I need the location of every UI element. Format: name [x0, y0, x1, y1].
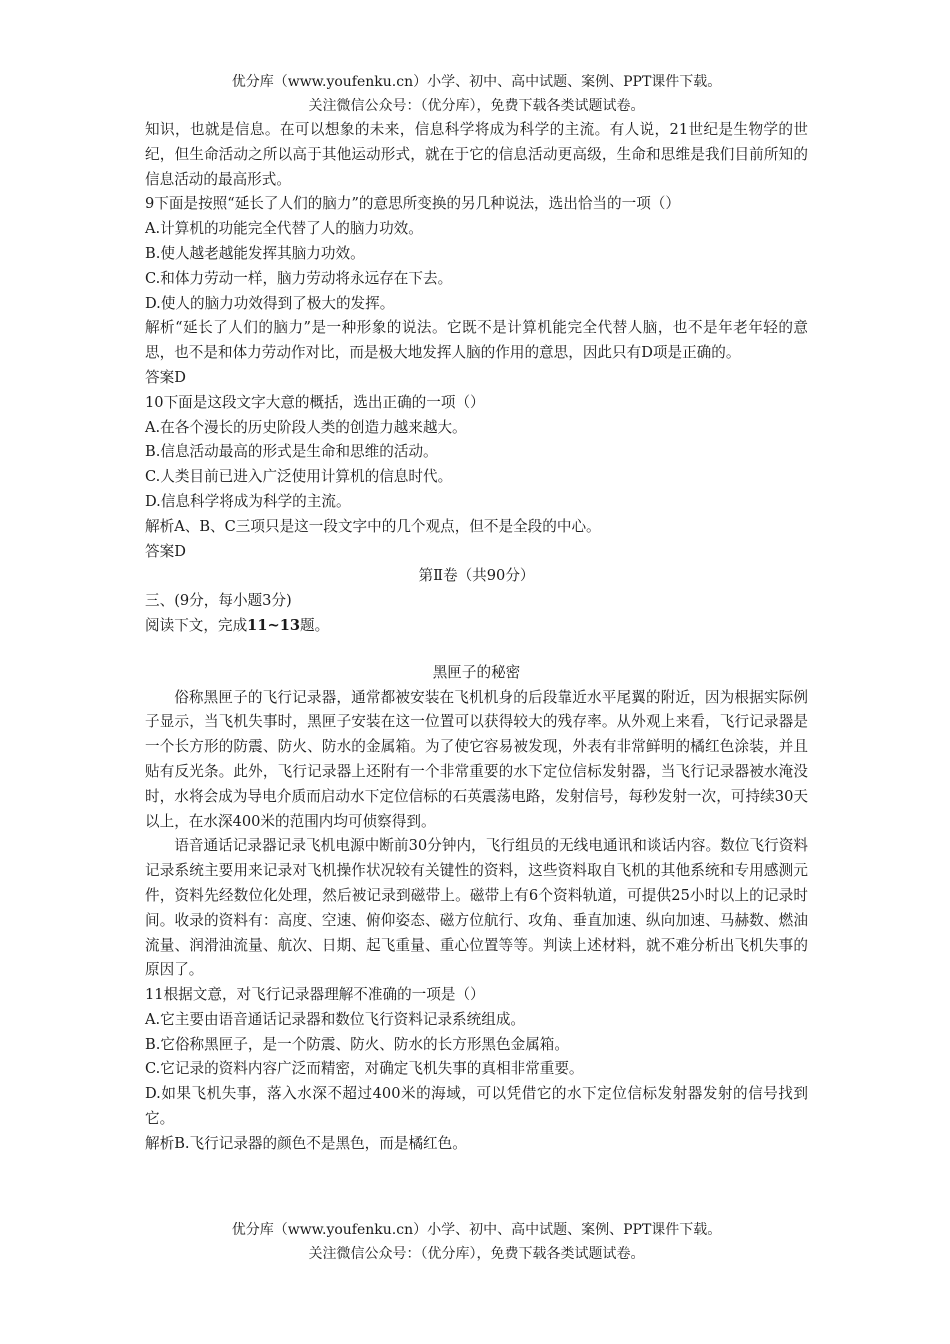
question-9-analysis: 解析“延长了人们的脑力”是一种形象的说法。它既不是计算机能完全代替人脑，也不是年老年轻的意思，也不是和体力劳动作对比，而是极大地发挥人脑的作用的意思，因此只有D项是正确的。: [145, 319, 808, 362]
question-11-option-d: D.如果飞机失事，落入水深不超过400米的海域，可以凭借它的水下定位信标发射器发射的信号找到它。: [145, 1085, 808, 1128]
question-9-option-c: C.和体力劳动一样，脑力劳动将永远存在下去。: [145, 269, 453, 287]
question-10-option-c: C.人类目前已进入广泛使用计算机的信息时代。: [145, 468, 453, 486]
reading-instruction: [145, 614, 808, 639]
question-9-option-b: B.使人越老越能发挥其脑力功效。: [145, 244, 365, 262]
instruction-question-range: 11~13: [247, 616, 301, 634]
header-line-1: 优分库（www.youfenku.cn）小学、初中、高中试题、案例、PPT课件下载。: [231, 74, 722, 90]
intro-paragraph: 知识，也就是信息。在可以想象的未来，信息科学将成为科学的主流。有人说，21世纪是生物学的世纪，但生命活动之所以高于其他运动形式，就在于它的信息活动更高级，生命和思维是我们目前所知的信息活动的最高形式。: [145, 121, 808, 188]
question-9-option-a: A.计算机的功能完全代替了人的脑力功效。: [145, 220, 423, 238]
spacer: [145, 639, 808, 661]
instruction-prefix: 阅读下文，完成: [145, 616, 248, 634]
question-11-analysis: 解析B.飞行记录器的颜色不是黑色，而是橘红色。: [145, 1134, 467, 1152]
question-11-option-a: A.它主要由语音通话记录器和数位飞行资料记录系统组成。: [145, 1010, 526, 1028]
footer-line-2: 关注微信公众号：（优分库），免费下载各类试题试卷。: [308, 1246, 645, 1262]
question-11-option-b: B.它俗称黑匣子，是一个防震、防火、防水的长方形黑色金属箱。: [145, 1035, 569, 1053]
part-3-heading: 三、(9分，每小题3分): [145, 592, 292, 610]
question-11-option-c: C.它记录的资料内容广泛而精密，对确定飞机失事的真相非常重要。: [145, 1060, 584, 1078]
question-9-option-d: D.使人的脑力功效得到了极大的发挥。: [145, 294, 395, 312]
question-10-answer: 答案D: [145, 542, 186, 560]
question-9-stem: 9下面是按照“延长了人们的脑力”的意思所变换的另几种说法，选出恰当的一项（）: [145, 195, 680, 213]
instruction-suffix: 题。: [300, 616, 330, 634]
header-line-2: 关注微信公众号：（优分库），免费下载各类试题试卷。: [308, 98, 645, 114]
question-10-option-b: B.信息活动最高的形式是生命和思维的活动。: [145, 443, 438, 461]
question-9-answer: 答案D: [145, 368, 186, 386]
passage-paragraph-2: 语音通话记录器记录飞机电源中断前30分钟内，飞行组员的无线电通讯和谈话内容。数位飞行资料记录系统主要用来记录对飞机操作状况较有关键性的资料，这些资料取自飞机的其他系统和专用感测元件，资料先经数位化处理，然后被记录到磁带上。磁带上有6个资料轨道，可提供25小时以上的记录时间。收录的资料有：高度、空速、俯仰姿态、磁方位航行、攻角、垂直加速、纵向加速、马赫数、燃油流量、润滑油流量、航次、日期、起飞重量、重心位置等等。判读上述材料，就不难分析出飞机失事的原因了。: [145, 837, 808, 979]
passage-paragraph-1: 俗称黑匣子的飞行记录器，通常都被安装在飞机机身的后段靠近水平尾翼的附近，因为根据实际例子显示，当飞机失事时，黑匣子安装在这一位置可以获得较大的残存率。从外观上来看，飞行记录器是一个长方形的防震、防火、防水的金属箱。为了使它容易被发现，外表有非常鲜明的橘红色涂装，并且贴有反光条。此外，飞行记录器上还附有一个非常重要的水下定位信标发射器，当飞行记录器被水淹没时，水将会成为导电介质而启动水下定位信标的石英震荡电路，发射信号，每秒发射一次，可持续30天以上，在水深400米的范围内均可侦察得到。: [145, 688, 808, 830]
footer-line-1: 优分库（www.youfenku.cn）小学、初中、高中试题、案例、PPT课件下载。: [231, 1222, 722, 1238]
question-11-stem: 11根据文意，对飞行记录器理解不准确的一项是（）: [145, 986, 485, 1004]
section-2-title: 第Ⅱ卷（共90分）: [418, 567, 535, 585]
question-10-option-d: D.信息科学将成为科学的主流。: [145, 492, 351, 510]
passage-title: 黑匣子的秘密: [432, 663, 521, 681]
page-footer: [145, 1218, 808, 1266]
question-10-option-a: A.在各个漫长的历史阶段人类的创造力越来越大。: [145, 418, 467, 436]
question-10-stem: 10下面是这段文字大意的概括，选出正确的一项（）: [145, 393, 485, 411]
document-page: [145, 70, 808, 1157]
question-10-analysis: 解析A、B、C三项只是这一段文字中的几个观点，但不是全段的中心。: [145, 517, 601, 535]
